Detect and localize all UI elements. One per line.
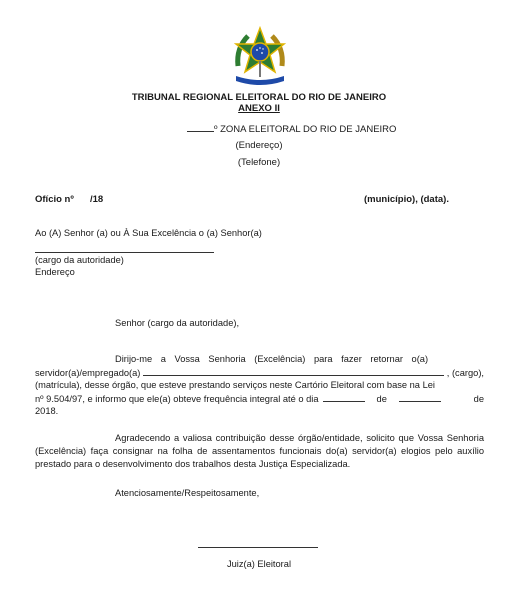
recipient-name-line <box>35 252 214 253</box>
court-title: TRIBUNAL REGIONAL ELEITORAL DO RIO DE JANEIRO <box>131 92 387 103</box>
electoral-zone-text: º ZONA ELEITORAL DO RIO DE JANEIRO <box>214 124 397 135</box>
signature-line <box>198 547 318 548</box>
zone-number-blank <box>187 123 214 132</box>
employee-name-blank <box>143 367 443 376</box>
paragraph1-h: 2018. <box>35 406 59 416</box>
paragraph2 <box>35 432 484 471</box>
paragraph1-a: Dirijo-me a Vossa Senhoria (Excelência) para fazer retornar o(a) <box>115 354 429 364</box>
place-date: (município), (data). <box>364 194 449 205</box>
recipient-salutation: Ao (A) Senhor (a) ou À Sua Excelência o (a) Senhor(a) <box>35 228 262 238</box>
recipient-address: Endereço <box>35 267 75 277</box>
phone-placeholder: (Telefone) <box>237 157 281 168</box>
closing: Atenciosamente/Respeitosamente, <box>115 488 260 498</box>
paragraph2-text: Agradecendo a valiosa contribuição desse órgão/entidade, solicito que Vossa Senhoria (Excelência) faça consignar na folha de assentamentos funcionais do(a) servidor(a) elogios pelo auxílio prestado para o desenvolvimento dos trabalhos desta Justiça Especializada. <box>35 433 484 469</box>
annex-title: ANEXO II <box>238 103 280 114</box>
month-blank <box>399 393 441 402</box>
day-blank <box>323 393 365 402</box>
paragraph1-line1 <box>115 354 484 364</box>
office-number-label: Ofício nº <box>35 194 74 205</box>
paragraph1-line2 <box>35 367 484 378</box>
coat-of-arms-emblem <box>230 26 290 88</box>
paragraph1-c: , (cargo), <box>446 368 484 378</box>
greeting: Senhor (cargo da autoridade), <box>115 318 240 328</box>
paragraph1-line4 <box>35 393 484 404</box>
office-number-value: /18 <box>90 194 104 205</box>
paragraph1-g: de <box>473 394 484 404</box>
paragraph1-b: servidor(a)/empregado(a) <box>35 368 141 378</box>
paragraph1-f: de <box>376 394 387 404</box>
signature-title: Juiz(a) Eleitoral <box>226 559 292 569</box>
paragraph1-e: nº 9.504/97, e informo que ele(a) obteve frequência integral até o dia <box>35 394 319 404</box>
authority-role: (cargo da autoridade) <box>35 255 124 265</box>
address-placeholder: (Endereço) <box>235 140 283 151</box>
electoral-zone-line <box>187 123 396 135</box>
paragraph1-d: (matrícula), desse órgão, que esteve prestando serviços neste Cartório Eleitoral com base na Lei <box>35 380 435 390</box>
